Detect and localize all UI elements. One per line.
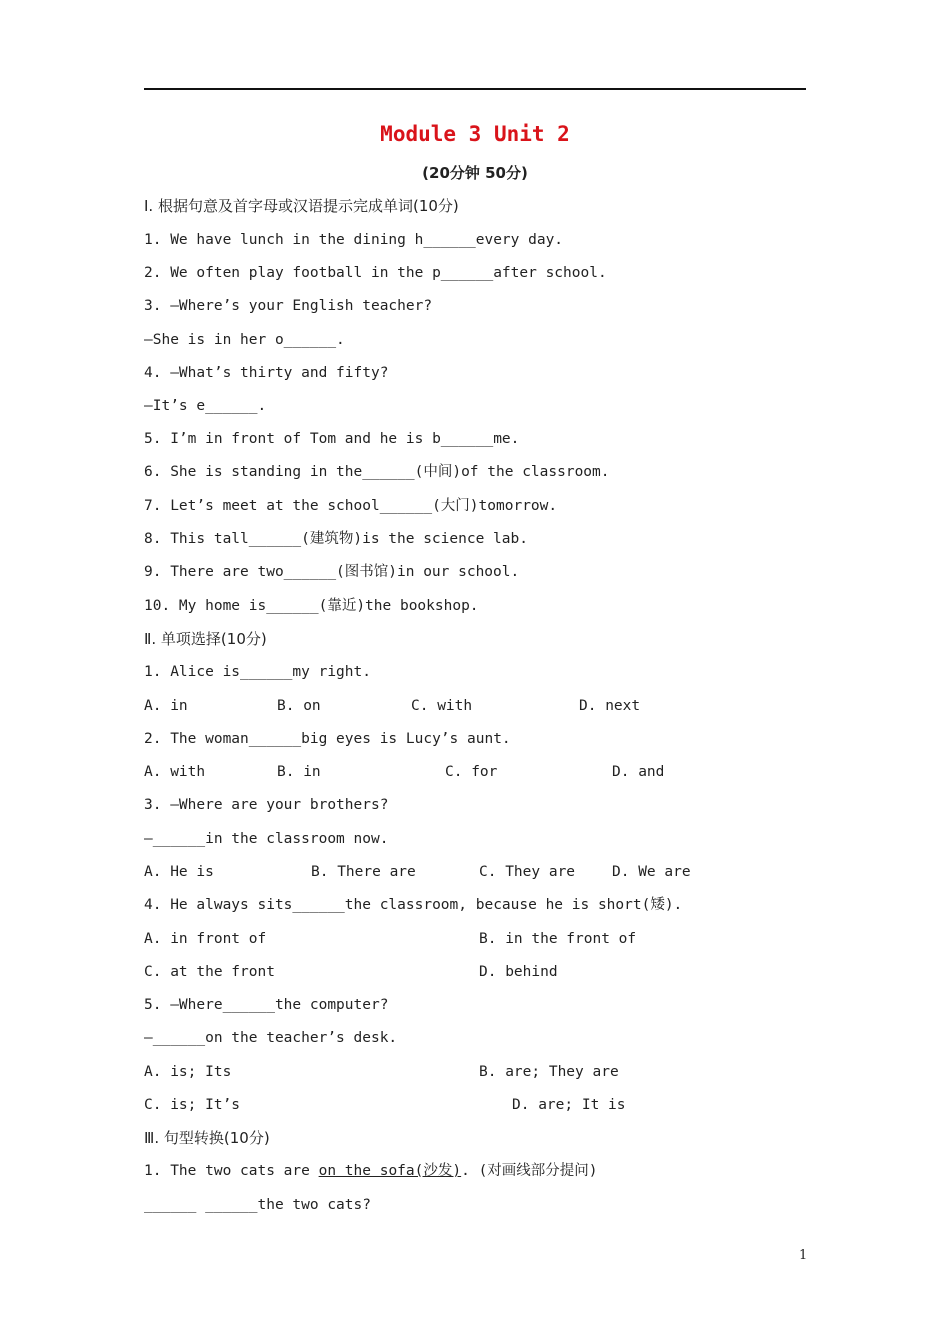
option-b: B. in — [277, 764, 321, 780]
option-d: D. We are — [612, 864, 691, 880]
page-number: 1 — [799, 1248, 808, 1263]
question-line: 3. —Where are your brothers? — [144, 797, 389, 813]
option-a: A. He is — [144, 864, 214, 880]
section-1-heading: Ⅰ. 根据句意及首字母或汉语提示完成单词(10分) — [144, 197, 459, 215]
header-rule — [144, 88, 806, 90]
option-a: A. with — [144, 764, 206, 780]
question-line: 2. We often play football in the p______after school. — [144, 265, 607, 281]
question-line: 8. This tall______(建筑物)is the science lab. — [144, 531, 528, 547]
question-line: 7. Let’s meet at the school______(大门)tomorrow. — [144, 498, 558, 514]
question-line: 1. We have lunch in the dining h______every day. — [144, 232, 564, 248]
question-line: 5. I’m in front of Tom and he is b______me. — [144, 431, 520, 447]
option-d: D. and — [612, 764, 665, 780]
question-line: 10. My home is______(靠近)the bookshop. — [144, 598, 479, 614]
page-title: Module 3 Unit 2 — [380, 122, 570, 146]
question-line: —______in the classroom now. — [144, 831, 389, 847]
option-c: C. They are — [479, 864, 576, 880]
question-line: 9. There are two______(图书馆)in our school. — [144, 564, 520, 580]
option-c: C. is; It’s — [144, 1097, 241, 1113]
option-b: B. in the front of — [479, 931, 637, 947]
question-line: —She is in her o______. — [144, 332, 345, 348]
question-line: 2. The woman______big eyes is Lucy’s aunt. — [144, 731, 511, 747]
section-3-heading: Ⅲ. 句型转换(10分) — [144, 1129, 270, 1147]
section-2-heading: Ⅱ. 单项选择(10分) — [144, 630, 267, 648]
question-line: —It’s e______. — [144, 398, 267, 414]
question-line: 5. —Where______the computer? — [144, 997, 389, 1013]
question-line: 1. Alice is______my right. — [144, 664, 371, 680]
question-line — [144, 1161, 598, 1181]
option-a: A. in front of — [144, 931, 267, 947]
question-line: —______on the teacher’s desk. — [144, 1030, 398, 1046]
answer-line: ______ ______the two cats? — [144, 1197, 371, 1213]
option-c: C. for — [445, 764, 498, 780]
question-line: 4. —What’s thirty and fifty? — [144, 365, 389, 381]
option-b: B. on — [277, 698, 321, 714]
option-d: D. next — [579, 698, 641, 714]
question-line: 6. She is standing in the______(中间)of the classroom. — [144, 464, 610, 480]
option-d: D. behind — [479, 964, 558, 980]
option-c: C. at the front — [144, 964, 275, 980]
page-subtitle: (20分钟 50分) — [422, 164, 528, 182]
option-a: A. is; Its — [144, 1064, 232, 1080]
option-d: D. are; It is — [512, 1097, 626, 1113]
option-c: C. with — [411, 698, 473, 714]
question-text: 1. The two cats are — [144, 1163, 319, 1179]
question-line: 3. —Where’s your English teacher? — [144, 298, 433, 314]
question-instruction: . (对画线部分提问) — [461, 1163, 598, 1179]
underlined-phrase: on the sofa(沙发) — [318, 1163, 462, 1179]
question-line: 4. He always sits______the classroom, because he is short(矮). — [144, 897, 683, 913]
option-a: A. in — [144, 698, 188, 714]
option-b: B. are; They are — [479, 1064, 619, 1080]
option-b: B. There are — [311, 864, 416, 880]
